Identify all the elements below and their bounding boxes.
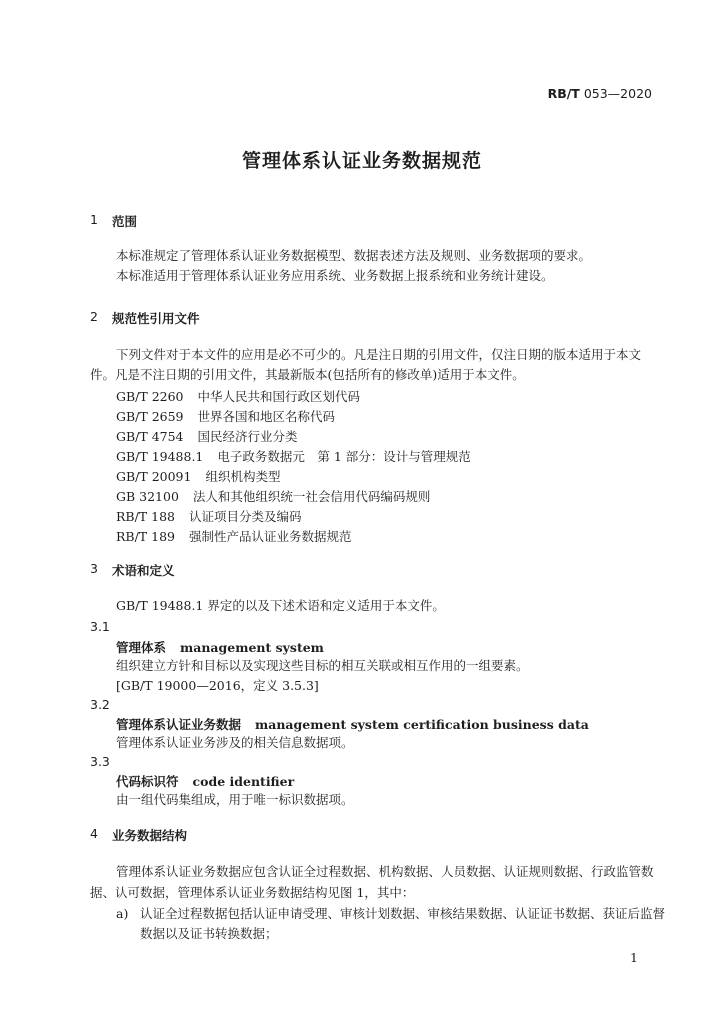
reference-item: GB/T 2659 世界各国和地区名称代码 <box>116 409 336 424</box>
term-number: 3.3 <box>90 754 110 769</box>
term-source: [GB/T 19000—2016，定义 3.5.3] <box>116 678 319 693</box>
section-2-intro-line-1: 下列文件对于本文件的应用是必不可少的。凡是注日期的引用文件，仅注日期的版本适用于本文 <box>116 347 642 362</box>
list-item-a-line-2: 数据以及证书转换数据； <box>140 926 278 941</box>
section-1-heading: 范围 <box>112 214 138 229</box>
section-3-number: 3 <box>90 561 98 576</box>
section-3-intro: GB/T 19488.1 界定的以及下述术语和定义适用于本文件。 <box>116 598 445 613</box>
section-2-number: 2 <box>90 309 98 324</box>
term-number: 3.2 <box>90 697 110 712</box>
section-4-para-line-2: 据、认可数据，管理体系认证业务数据结构见图 1，其中： <box>90 885 415 900</box>
section-4-para-line-1: 管理体系认证业务数据应包含认证全过程数据、机构数据、人员数据、认证规则数据、行政监管数 <box>116 864 654 879</box>
reference-item: GB 32100 法人和其他组织统一社会信用代码编码规则 <box>116 489 431 504</box>
term-definition: 由一组代码集组成，用于唯一标识数据项。 <box>116 792 354 807</box>
standard-number: RB/T 053—2020 <box>547 86 652 101</box>
section-1-number: 1 <box>90 212 98 227</box>
reference-item: RB/T 189 强制性产品认证业务数据规范 <box>116 529 352 544</box>
reference-item: GB/T 19488.1 电子政务数据元 第 1 部分：设计与管理规范 <box>116 449 471 464</box>
term-definition: 管理体系认证业务涉及的相关信息数据项。 <box>116 735 354 750</box>
section-1-para-2: 本标准适用于管理体系认证业务应用系统、业务数据上报系统和业务统计建设。 <box>116 268 554 283</box>
section-1-para-1: 本标准规定了管理体系认证业务数据模型、数据表述方法及规则、业务数据项的要求。 <box>116 248 592 263</box>
reference-item: GB/T 4754 国民经济行业分类 <box>116 429 298 444</box>
term-heading: 管理体系认证业务数据 management system certification business data <box>116 717 589 732</box>
term-number: 3.1 <box>90 619 110 634</box>
term-heading: 代码标识符 code identifier <box>116 774 295 789</box>
section-4-number: 4 <box>90 826 98 841</box>
reference-item: GB/T 20091 组织机构类型 <box>116 469 281 484</box>
document-title: 管理体系认证业务数据规范 <box>241 150 482 172</box>
reference-item: GB/T 2260 中华人民共和国行政区划代码 <box>116 389 361 404</box>
term-heading: 管理体系 management system <box>116 640 324 655</box>
section-2-heading: 规范性引用文件 <box>112 311 200 326</box>
list-item-label: a) <box>116 906 129 921</box>
term-definition: 组织建立方针和目标以及实现这些目标的相互关联或相互作用的一组要素。 <box>116 658 529 673</box>
section-4-heading: 业务数据结构 <box>112 828 188 843</box>
list-item-a-line-1: 认证全过程数据包括认证申请受理、审核计划数据、审核结果数据、认证证书数据、获证后监督 <box>140 906 666 921</box>
reference-item: RB/T 188 认证项目分类及编码 <box>116 509 302 524</box>
page-number: 1 <box>630 950 638 965</box>
section-2-intro-line-2: 件。凡是不注日期的引用文件，其最新版本(包括所有的修改单)适用于本文件。 <box>90 367 525 382</box>
section-3-heading: 术语和定义 <box>112 563 175 578</box>
